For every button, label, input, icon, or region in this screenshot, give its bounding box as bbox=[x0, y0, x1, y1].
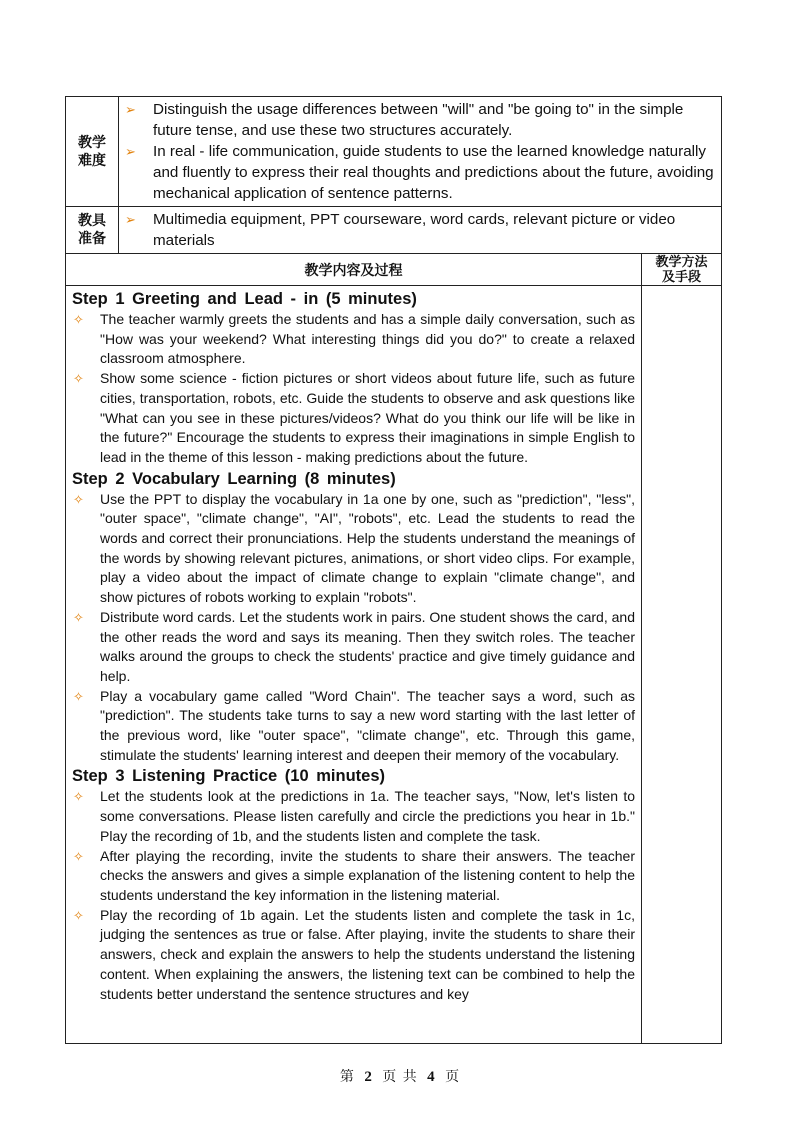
step-title bbox=[72, 765, 635, 787]
difficulty-label bbox=[66, 97, 119, 207]
methods-header-text: 教学方法 及手段 bbox=[655, 255, 708, 285]
diamond-bullet-icon: ✧ bbox=[73, 848, 84, 864]
diamond-bullet-icon: ✧ bbox=[73, 609, 84, 625]
list-item bbox=[72, 847, 635, 906]
step-item-text: The teacher warmly greets the students and has a simple daily conversation, such as "How was your weekend? What interesting things did you do?" to create a relaxed classroom atmosphere. bbox=[100, 311, 635, 367]
materials-item-text: Multimedia equipment, PPT courseware, word cards, relevant picture or video materials bbox=[153, 211, 676, 249]
step-list bbox=[72, 310, 635, 468]
step-3-section bbox=[72, 765, 635, 1004]
step-2-section bbox=[72, 468, 635, 766]
list-item bbox=[72, 906, 635, 1005]
footer-prefix: 第 bbox=[339, 1069, 355, 1085]
materials-row bbox=[66, 207, 722, 254]
materials-list bbox=[119, 207, 721, 253]
step-list bbox=[72, 787, 635, 1004]
step-1-section bbox=[72, 288, 635, 468]
diamond-bullet-icon: ✧ bbox=[73, 371, 84, 387]
list-item bbox=[72, 369, 635, 468]
diamond-bullet-icon: ✧ bbox=[73, 312, 84, 327]
process-row bbox=[66, 286, 722, 1044]
difficulty-label-text: 教学 难度 bbox=[78, 134, 106, 169]
footer-middle: 页 共 bbox=[382, 1069, 418, 1085]
arrow-bullet-icon: ➢ bbox=[125, 144, 136, 159]
step-item-text: After playing the recording, invite the students to share their answers. The teacher checks the answers and gives a simple explanation of the listening content to help the students understand the key information in the listening material. bbox=[100, 847, 635, 903]
difficulty-content bbox=[119, 97, 722, 207]
difficulty-item-text: In real - life communication, guide students to use the learned knowledge naturally and fluently to express their real thoughts and predictions about the future, avoiding mechanical application of sentence patterns. bbox=[153, 143, 714, 202]
content-header bbox=[66, 254, 642, 286]
step-title-text: Step 1 Greeting and Lead - in (5 minutes) bbox=[72, 290, 417, 308]
difficulty-item-text: Distinguish the usage differences between "will" and "be going to" in the simple future tense, and use these two structures accurately. bbox=[153, 101, 684, 139]
step-item-text: Distribute word cards. Let the students work in pairs. One student shows the card, and the other reads the word and says its meaning. Then they switch roles. The teacher walks around the groups to check the students' practice and give timely guidance and help. bbox=[100, 608, 635, 684]
list-item bbox=[119, 99, 715, 141]
footer-total-pages: 4 bbox=[427, 1069, 436, 1085]
footer-suffix: 页 bbox=[445, 1069, 461, 1085]
step-title bbox=[72, 288, 635, 310]
page-footer bbox=[0, 1066, 800, 1086]
methods-content bbox=[642, 286, 722, 1044]
step-title-text: Step 2 Vocabulary Learning (8 minutes) bbox=[72, 469, 396, 488]
list-item bbox=[119, 141, 715, 204]
step-item-text: Let the students look at the predictions in 1a. The teacher says, "Now, let's listen to some conversations. Please listen carefully and circle the predictions you hear in 1b." Play the recording of 1b, and the students listen and complete the task. bbox=[100, 788, 635, 844]
section-header-row bbox=[66, 254, 722, 286]
list-item bbox=[119, 209, 715, 251]
list-item bbox=[72, 490, 635, 608]
diamond-bullet-icon: ✧ bbox=[73, 907, 84, 923]
step-item-text: Show some science - fiction pictures or short videos about future life, such as future cities, transportation, robots, etc. Guide the students to observe and ask questions like "What can you see in these pictures/videos? What do you think our life will be like in the future?" Encourage the students to express their imaginations in simple English to lead in the theme of this lesson - making predictions about the future. bbox=[100, 370, 635, 465]
materials-label-text: 教具 准备 bbox=[78, 213, 106, 247]
step-item-text: Play the recording of 1b again. Let the students listen and complete the task in 1c, judging the sentences as true or false. After playing, invite the students to share their answers, check and explain the answers to help the students understand the listening content. When explaining the answers, the listening text can be combined to help the students better understand the sentence structures and key bbox=[100, 906, 635, 1002]
content-header-text: 教学内容及过程 bbox=[304, 262, 403, 279]
difficulty-row bbox=[66, 97, 722, 207]
list-item bbox=[72, 608, 635, 687]
step-list bbox=[72, 490, 635, 766]
list-item bbox=[72, 310, 635, 369]
diamond-bullet-icon: ✧ bbox=[73, 688, 84, 704]
footer-page-number: 2 bbox=[364, 1069, 373, 1085]
methods-header bbox=[642, 254, 722, 286]
step-title-text: Step 3 Listening Practice (10 minutes) bbox=[72, 767, 385, 786]
materials-label bbox=[66, 207, 119, 254]
diamond-bullet-icon: ✧ bbox=[73, 789, 84, 805]
process-content bbox=[66, 286, 642, 1044]
step-title bbox=[72, 468, 635, 490]
lesson-plan-table bbox=[65, 96, 722, 1044]
list-item bbox=[72, 787, 635, 846]
difficulty-list bbox=[119, 97, 721, 206]
arrow-bullet-icon: ➢ bbox=[125, 212, 136, 227]
step-item-text: Play a vocabulary game called "Word Chain". The teacher says a word, such as "prediction". The students take turns to say a new word starting with the last letter of the previous word, like "outer space", "climate change", etc. Through this game, stimulate the students' learning interest and deepen their memory of the vocabulary. bbox=[100, 687, 635, 763]
diamond-bullet-icon: ✧ bbox=[73, 491, 84, 507]
materials-content bbox=[119, 207, 722, 254]
arrow-bullet-icon: ➢ bbox=[125, 102, 136, 117]
list-item bbox=[72, 687, 635, 766]
step-item-text: Use the PPT to display the vocabulary in 1a one by one, such as "prediction", "less", "outer space", "climate change", "AI", "robots", etc. Lead the students to read the words and correct their pronunciations. Help the students understand the meanings of the words by showing relevant pictures, animations, or short video clips. For example, play a video about the impact of climate change to explain "climate change", and show pictures of robots working to explain "robots". bbox=[100, 490, 635, 606]
